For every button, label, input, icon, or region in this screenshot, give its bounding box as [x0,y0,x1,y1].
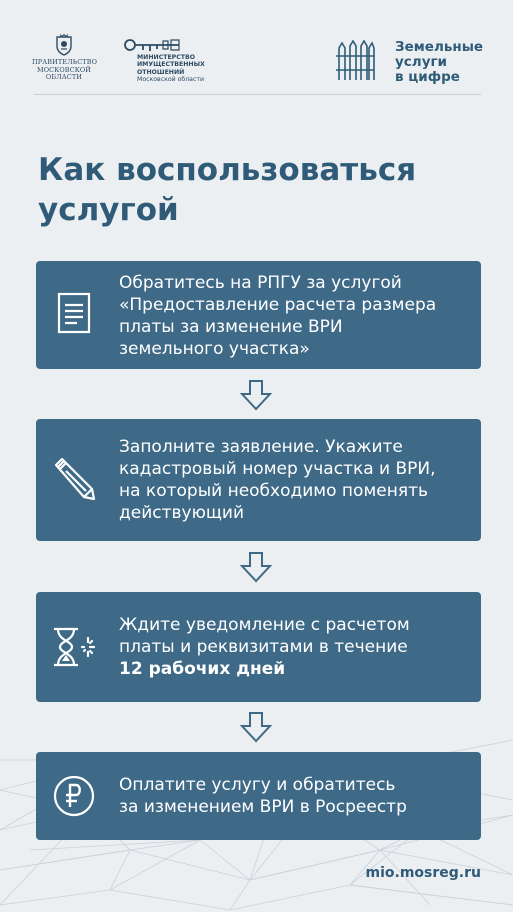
title-line-1: Как воспользоваться [38,152,417,188]
pen-icon [52,457,96,501]
step-3-bold-line: 12 рабочих дней [119,659,286,679]
step-card-1 [36,261,481,369]
step-4-line-1: Оплатите услугу и обратитесь [119,775,396,795]
ministry-name [137,54,205,84]
ministry-line-2: ИМУЩЕСТВЕННЫХ [137,61,205,69]
step-1-line-2: «Предоставление расчета размера [119,295,437,315]
hourglass-icon [52,625,96,669]
page-title [38,150,478,230]
key-icon [123,38,183,54]
step-3-line-1: Ждите уведомление с расчетом [119,615,410,635]
fence-icon [335,40,375,82]
government-logo-line-2: МОСКОВСКОЙ [36,65,92,74]
header [0,0,513,96]
down-arrow-icon [239,379,273,411]
step-1-line-4: земельного участка» [119,339,310,359]
government-logo-line-3: ОБЛАСТИ [45,73,83,81]
step-3-text [119,614,471,680]
brand-line-1: Земельные [395,39,484,55]
document-icon [52,291,96,335]
step-2-line-3: на который необходимо поменять [119,481,428,501]
government-logo-line-1: ПРАВИТЕЛЬСТВО [32,58,98,66]
step-1-text [119,272,471,360]
down-arrow-icon [239,551,273,583]
coat-of-arms-icon [55,34,73,56]
step-4-text [119,774,471,818]
ministry-subtitle: Московской области [137,76,204,84]
step-card-4 [36,752,481,840]
step-card-2 [36,419,481,541]
ruble-icon [52,774,96,818]
ministry-line-3: ОТНОШЕНИЙ [137,68,185,76]
brand-title [395,40,483,85]
step-2-text [119,436,471,524]
down-arrow-icon [239,711,273,743]
step-4-line-2: за изменением ВРИ в Росреестр [119,797,407,817]
ministry-line-1: МИНИСТЕРСТВО [137,54,195,61]
brand-line-3: в цифре [395,69,460,85]
step-1-line-3: платы за изменение ВРИ [119,317,343,337]
step-2-line-4: действующий [119,503,245,523]
website-link[interactable]: mio.mosreg.ru [365,865,481,881]
title-line-2: услугой [38,192,179,228]
step-card-3 [36,592,481,702]
step-2-line-2: кадастровый номер участка и ВРИ, [119,459,436,479]
step-3-line-2: платы и реквизитами в течение [119,637,408,657]
government-logo [32,34,96,82]
header-divider [34,94,481,95]
step-1-line-1: Обратитесь на РПГУ за услугой [119,273,402,293]
step-2-line-1: Заполните заявление. Укажите [119,437,403,457]
brand-line-2: услуги [395,54,448,70]
